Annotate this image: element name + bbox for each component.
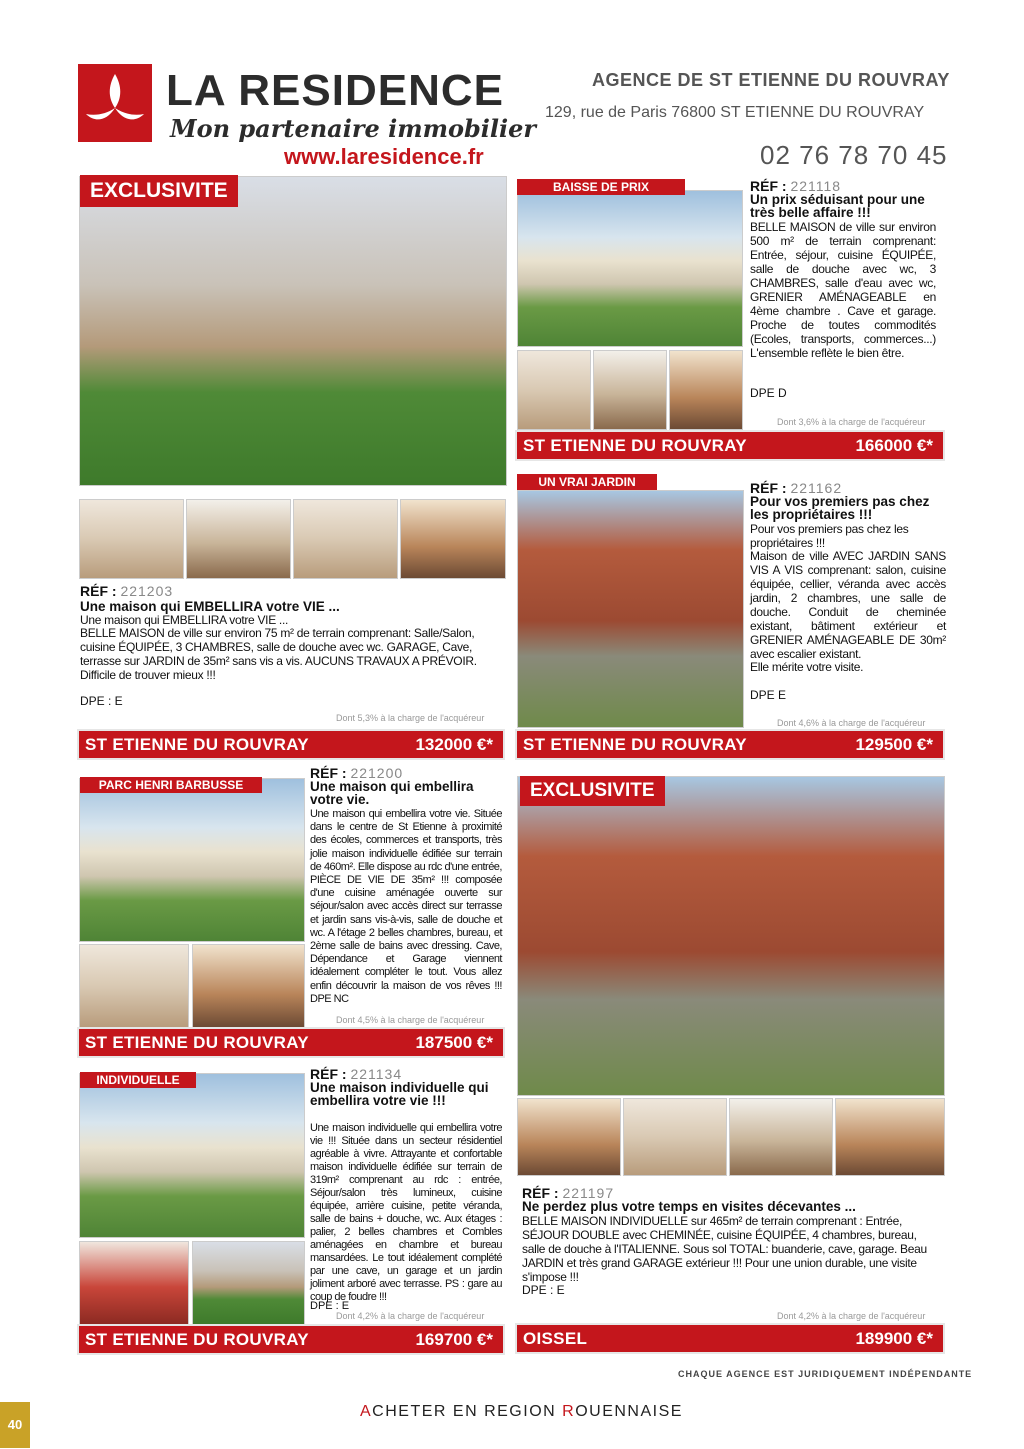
listing-intro: Pour vos premiers pas chez les propriétaires !!!: [750, 522, 909, 550]
listing-fee-note: Dont 4,2% à la charge de l'acquéreur: [336, 1311, 485, 1321]
agency-name: AGENCE DE ST ETIENNE DU ROUVRAY: [592, 70, 950, 90]
listing-dpe: DPE : E: [310, 1300, 350, 1312]
listing-price: 166000 €*: [855, 436, 933, 455]
listing-ref: RÉF : 221203: [80, 583, 174, 599]
listing-dpe: DPE : E: [522, 1283, 565, 1297]
listing-badge: EXCLUSIVITE: [520, 776, 665, 806]
listing-price-bar: [79, 731, 503, 758]
listing-thumb-photo: [593, 350, 667, 430]
listing-city: OISSEL: [523, 1329, 588, 1348]
listing-thumb-photo: [623, 1098, 727, 1176]
listing-dpe: DPE : E: [80, 694, 123, 708]
listing-thumb-photo: [79, 499, 184, 579]
listing-headline: Un prix séduisant pour une très belle affaire !!!: [750, 192, 925, 220]
listing-description: Maison de ville AVEC JARDIN SANS VIS A VIS comprenant: salon, cuisine équipée, cellier, véranda avec accès jardin, 2 chambres, une salle de douche. Conduit de cheminée existant, bâtiment extérieur et GRENIER AMÉNAGEABLE DE 30m² avec escalier existant.: [750, 549, 946, 661]
listing-description: BELLE MAISON de ville sur environ 500 m² de terrain comprenant: Entrée, séjour, cuisine ÉQUIPÉE, salle de douche avec wc, 3 CHAMBRES, salle d'eau avec wc, GRENIER AMÉNAGEABLE en 4ème chambre . Cave et garage. Proche de toutes commodités (Ecoles, transports, commerces...) L'ensemble reflète le bien être.: [750, 220, 936, 360]
listing-outro: Elle mérite votre visite.: [750, 660, 864, 674]
listing-main-photo: [517, 776, 945, 1096]
listing-description: BELLE MAISON INDIVIDUELLE sur 465m² de terrain comprenant : Entrée, SÉJOUR DOUBLE avec CHEMINÉE, cuisine ÉQUIPÉE, 4 chambres, bureau, salle de douche à l'ITALIENNE. Sous sol TOTAL: buanderie, cave, garage. Beau JARDIN et très grand GARAGE extérieur !!! Pour une union durable, une visite s'impose !!!: [522, 1214, 927, 1284]
page-number: 40: [0, 1402, 30, 1448]
listing-price-bar: [517, 432, 943, 459]
listing-fee-note: Dont 4,6% à la charge de l'acquéreur: [777, 718, 926, 728]
listing-description: Une maison qui embellira votre vie. Située dans le centre de St Etienne à proximité des écoles, commerces et transports, très jolie maison individuelle édifiée sur terrain de 460m². Elle dispose au rdc d'une entrée, PIÈCE DE VIE DE 35m² !!! composée d'une cuisine aménagée ouverte sur séjour/salon avec accès direct sur terrasse et jardin sans vis-à-vis, salle de douche et wc. A l'étage 2 belles chambres, bureau, et 2ème salle de bains avec dressing. Cave, Dépendance et Garage viennent idéalement compléter le tout. Vous allez enfin découvrir la maison de vos rêves !!! DPE NC: [310, 808, 502, 1005]
listing-thumb-photo: [729, 1098, 833, 1176]
listing-headline: Une maison qui EMBELLIRA votre VIE ...: [80, 599, 340, 614]
listing-thumb-photo: [517, 350, 591, 430]
listing-headline: Une maison qui embellira votre vie.: [310, 779, 474, 807]
agency-address: 129, rue de Paris 76800 ST ETIENNE DU ROUVRAY: [545, 104, 925, 121]
listing-price-bar: [517, 1325, 943, 1352]
listing-dpe: DPE E: [750, 688, 787, 702]
listing-thumb-photo: [293, 499, 398, 579]
listing-thumb-photo: [669, 350, 743, 430]
agency-phone[interactable]: 02 76 78 70 45: [760, 140, 948, 170]
listing-dpe: DPE D: [750, 386, 787, 400]
listing-badge: BAISSE DE PRIX: [517, 179, 685, 195]
website-link[interactable]: www.laresidence.fr: [284, 144, 484, 169]
listing-price: 129500 €*: [855, 735, 933, 754]
listing-main-photo: [517, 190, 743, 347]
listing-price: 132000 €*: [415, 735, 493, 754]
listing-main-photo: [79, 1073, 305, 1238]
listing-city: ST ETIENNE DU ROUVRAY: [523, 436, 747, 455]
listing-thumb-photo: [79, 1241, 189, 1325]
listing-price-bar: [517, 731, 943, 758]
listing-ref: RÉF : 221118: [750, 178, 842, 194]
brand-name: LA RESIDENCE: [166, 66, 504, 115]
listing-headline: Ne perdez plus votre temps en visites décevantes ...: [522, 1199, 856, 1214]
la-residence-logo-icon: [78, 64, 152, 142]
listing-badge: UN VRAI JARDIN: [517, 474, 657, 490]
listing-main-photo: [79, 176, 507, 486]
listing-thumb-photo: [186, 499, 291, 579]
listing-ref: RÉF : 221200: [310, 765, 404, 781]
listing-main-photo: [517, 490, 744, 728]
listing-price-bar: [79, 1029, 503, 1056]
listing-ref: RÉF : 221162: [750, 480, 843, 496]
agency-disclaimer: CHAQUE AGENCE EST JURIDIQUEMENT INDÉPENDANTE: [678, 1369, 973, 1379]
listing-city: ST ETIENNE DU ROUVRAY: [85, 1033, 309, 1052]
listing-thumb-photo: [400, 499, 506, 579]
listing-description: Une maison individuelle qui embellira votre vie !!! Située dans un secteur résidentiel agréable à vivre. Attrayante et confortable maison individuelle édifiée sur terrain de 319m² comprenant au rdc : entrée, Séjour/salon très lumineux, cuisine équipée, arrière cuisine, petite véranda, salle de bains + douche, wc. Aux étages : palier, 2 belles chambres et Combles aménagées en chambre et bureau mansardées. Le tout idéalement complété par une cave, un garage et un jardin joliment arboré avec terrasse. PS : gare au coup de foudre !!!: [310, 1122, 502, 1303]
listing-headline: Une maison individuelle qui embellira votre vie !!!: [310, 1080, 489, 1108]
listing-city: ST ETIENNE DU ROUVRAY: [85, 1330, 309, 1349]
listing-price: 189900 €*: [855, 1329, 933, 1348]
listing-price: 169700 €*: [415, 1330, 493, 1349]
listing-main-photo: [79, 778, 305, 942]
listing-fee-note: Dont 4,2% à la charge de l'acquéreur: [777, 1311, 926, 1321]
listing-badge: INDIVIDUELLE: [80, 1072, 196, 1088]
listing-ref: RÉF : 221134: [310, 1066, 403, 1082]
listing-thumb-photo: [517, 1098, 621, 1176]
listing-thumb-photo: [835, 1098, 945, 1176]
listing-thumb-photo: [192, 1241, 305, 1325]
listing-thumb-photo: [79, 944, 189, 1028]
listing-fee-note: Dont 4,5% à la charge de l'acquéreur: [336, 1015, 485, 1025]
listing-description: BELLE MAISON de ville sur environ 75 m² de terrain comprenant: Salle/Salon, cuisine ÉQUIPÉE, 3 CHAMBRES, salle de douche avec wc. GARAGE, Cave, terrasse sur JARDIN de 35m² sans vis a vis. AUCUNS TRAVAUX A PRÉVOIR. Difficile de trouver mieux !!!: [80, 626, 477, 682]
listing-fee-note: Dont 5,3% à la charge de l'acquéreur: [336, 713, 485, 723]
listing-city: ST ETIENNE DU ROUVRAY: [85, 735, 309, 754]
magazine-title: ACHETER EN REGION ROUENNAISE: [360, 1403, 683, 1420]
listing-price-bar: [79, 1326, 503, 1353]
listing-intro: Une maison qui EMBELLIRA votre VIE ...: [80, 613, 289, 627]
listing-ref: RÉF : 221197: [522, 1185, 615, 1201]
listing-badge: EXCLUSIVITE: [80, 175, 238, 207]
listing-badge: PARC HENRI BARBUSSE: [80, 777, 262, 793]
listing-fee-note: Dont 3,6% à la charge de l'acquéreur: [777, 417, 926, 427]
listing-city: ST ETIENNE DU ROUVRAY: [523, 735, 747, 754]
listing-thumb-photo: [192, 944, 305, 1028]
listing-price: 187500 €*: [415, 1033, 493, 1052]
brand-tagline: Mon partenaire immobilier: [170, 114, 537, 143]
listing-headline: Pour vos premiers pas chez les propriétaires !!!: [750, 494, 930, 522]
